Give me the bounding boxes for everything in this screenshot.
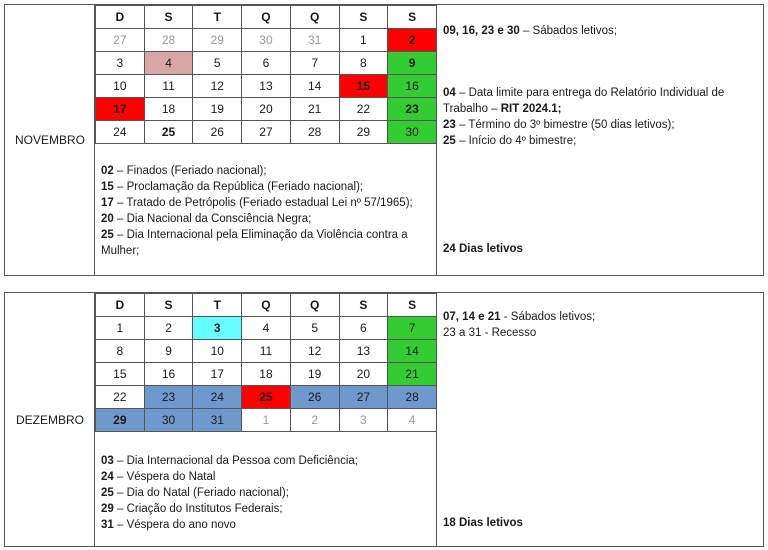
month-label: DEZEMBRO — [15, 413, 84, 427]
weekday-header: S — [144, 294, 193, 317]
day-cell: 10 — [96, 75, 145, 98]
day-cell: 20 — [242, 98, 291, 121]
weekday-header-row — [96, 294, 437, 317]
holiday-notes — [101, 453, 432, 533]
day-cell-recess: 23 — [144, 386, 193, 409]
weekday-header: S — [339, 294, 388, 317]
info-column — [437, 5, 763, 275]
week-row — [96, 121, 437, 144]
day-cell: 6 — [242, 52, 291, 75]
day-cell: 19 — [290, 363, 339, 386]
day-cell-school-saturday: 9 — [388, 52, 437, 75]
holiday-note: 03 – Dia Internacional da Pessoa com Deficiência; — [101, 455, 358, 467]
day-cell-school-saturday: 7 — [388, 317, 437, 340]
day-cell-holiday: 2 — [388, 29, 437, 52]
holiday-note: 31 – Véspera do ano novo — [101, 519, 236, 531]
day-cell: 13 — [242, 75, 291, 98]
holiday-notes — [101, 163, 432, 259]
day-cell-recess: 28 — [388, 386, 437, 409]
day-cell: 22 — [96, 386, 145, 409]
day-cell: 28 — [290, 121, 339, 144]
day-cell: 13 — [339, 340, 388, 363]
day-cell: 27 — [242, 121, 291, 144]
day-cell: 12 — [193, 75, 242, 98]
day-cell-school-saturday: 16 — [388, 75, 437, 98]
december-calendar-block — [4, 292, 764, 547]
day-cell: 29 — [193, 29, 242, 52]
info-column — [437, 293, 763, 546]
day-cell-recess: 31 — [193, 409, 242, 432]
day-cell-holiday: 17 — [96, 98, 145, 121]
holiday-note: 25 – Dia do Natal (Feriado nacional); — [101, 487, 289, 499]
weekday-header: S — [144, 6, 193, 29]
weekday-header: Q — [242, 6, 291, 29]
week-row — [96, 386, 437, 409]
day-cell: 14 — [290, 75, 339, 98]
day-cell: 1 — [96, 317, 145, 340]
holiday-note: 15 – Proclamação da República (Feriado nacional); — [101, 181, 364, 193]
holiday-note: 29 – Criação do Institutos Federais; — [101, 503, 283, 515]
day-cell: 31 — [290, 29, 339, 52]
school-days-total: 24 Dias letivos — [443, 243, 523, 255]
weekday-header-row — [96, 6, 437, 29]
week-row — [96, 98, 437, 121]
week-row — [96, 363, 437, 386]
day-cell-school-saturday: 14 — [388, 340, 437, 363]
day-cell-recess: 30 — [144, 409, 193, 432]
weekday-header: Q — [290, 294, 339, 317]
day-cell: 11 — [242, 340, 291, 363]
school-saturdays-note: 07, 14 e 21 - Sábados letivos; 23 a 31 - Recesso — [443, 309, 757, 341]
week-row — [96, 29, 437, 52]
week-row — [96, 340, 437, 363]
deadlines-note: 04 – Data limite para entrega do Relatório Individual de Trabalho – RIT 2024.1; 23 – Término do 3º bimestre (50 dias letivos); 25 – Início do 4º bimestre; — [443, 87, 725, 147]
calendar-table — [95, 5, 437, 144]
day-cell: 4 — [242, 317, 291, 340]
school-days-total: 18 Dias letivos — [443, 517, 523, 529]
day-cell-holiday: 25 — [242, 386, 291, 409]
week-row — [96, 409, 437, 432]
november-calendar-block — [4, 4, 764, 276]
day-cell-school-saturday: 21 — [388, 363, 437, 386]
month-column — [5, 293, 95, 546]
weekday-header: D — [96, 6, 145, 29]
weekday-header: S — [388, 6, 437, 29]
day-cell: 5 — [193, 52, 242, 75]
calendar-column — [95, 5, 437, 275]
day-cell-marked: 4 — [144, 52, 193, 75]
holiday-note: 25 – Dia Internacional pela Eliminação da Violência contra a Mulher; — [101, 229, 408, 257]
weekday-header: Q — [242, 294, 291, 317]
month-label: NOVEMBRO — [14, 133, 85, 147]
day-cell: 29 — [339, 121, 388, 144]
day-cell: 8 — [96, 340, 145, 363]
weekday-header: T — [193, 6, 242, 29]
day-cell-recess: 24 — [193, 386, 242, 409]
day-cell-recess: 26 — [290, 386, 339, 409]
day-cell: 3 — [96, 52, 145, 75]
weekday-header: D — [96, 294, 145, 317]
holiday-note: 20 – Dia Nacional da Consciência Negra; — [101, 213, 312, 225]
day-cell: 12 — [290, 340, 339, 363]
month-column — [5, 5, 95, 275]
weekday-header: Q — [290, 6, 339, 29]
day-cell: 19 — [193, 98, 242, 121]
weekday-header: T — [193, 294, 242, 317]
day-cell: 2 — [144, 317, 193, 340]
day-cell-school-saturday: 30 — [388, 121, 437, 144]
day-cell: 20 — [339, 363, 388, 386]
day-cell: 24 — [96, 121, 145, 144]
day-cell: 15 — [96, 363, 145, 386]
day-cell: 4 — [388, 409, 437, 432]
recess-note: 23 a 31 - Recesso — [443, 327, 537, 339]
day-cell: 11 — [144, 75, 193, 98]
day-cell-holiday: 15 — [339, 75, 388, 98]
day-cell: 16 — [144, 363, 193, 386]
day-cell: 3 — [339, 409, 388, 432]
week-row — [96, 52, 437, 75]
day-cell: 1 — [339, 29, 388, 52]
day-cell-recess: 27 — [339, 386, 388, 409]
day-cell-special: 3 — [193, 317, 242, 340]
holiday-note: 24 – Véspera do Natal — [101, 471, 216, 483]
day-cell: 7 — [290, 52, 339, 75]
day-cell-school-saturday: 23 — [388, 98, 437, 121]
calendar-column — [95, 293, 437, 546]
day-cell: 1 — [242, 409, 291, 432]
calendar-table — [95, 293, 437, 432]
week-row — [96, 75, 437, 98]
day-cell: 25 — [144, 121, 193, 144]
day-cell: 17 — [193, 363, 242, 386]
day-cell: 5 — [290, 317, 339, 340]
day-cell: 26 — [193, 121, 242, 144]
holiday-note: 17 – Tratado de Petrópolis (Feriado estadual Lei nº 57/1965); — [101, 197, 413, 209]
day-cell: 8 — [339, 52, 388, 75]
day-cell: 2 — [290, 409, 339, 432]
week-row — [96, 317, 437, 340]
day-cell: 9 — [144, 340, 193, 363]
day-cell: 10 — [193, 340, 242, 363]
holiday-note: 02 – Finados (Feriado nacional); — [101, 165, 267, 177]
day-cell-recess: 29 — [96, 409, 145, 432]
weekday-header: S — [388, 294, 437, 317]
day-cell: 30 — [242, 29, 291, 52]
day-cell: 18 — [144, 98, 193, 121]
day-cell: 21 — [290, 98, 339, 121]
day-cell: 27 — [96, 29, 145, 52]
school-saturdays-note: 09, 16, 23 e 30 – Sábados letivos; — [443, 25, 617, 37]
weekday-header: S — [339, 6, 388, 29]
day-cell: 28 — [144, 29, 193, 52]
day-cell: 18 — [242, 363, 291, 386]
day-cell: 6 — [339, 317, 388, 340]
day-cell: 22 — [339, 98, 388, 121]
